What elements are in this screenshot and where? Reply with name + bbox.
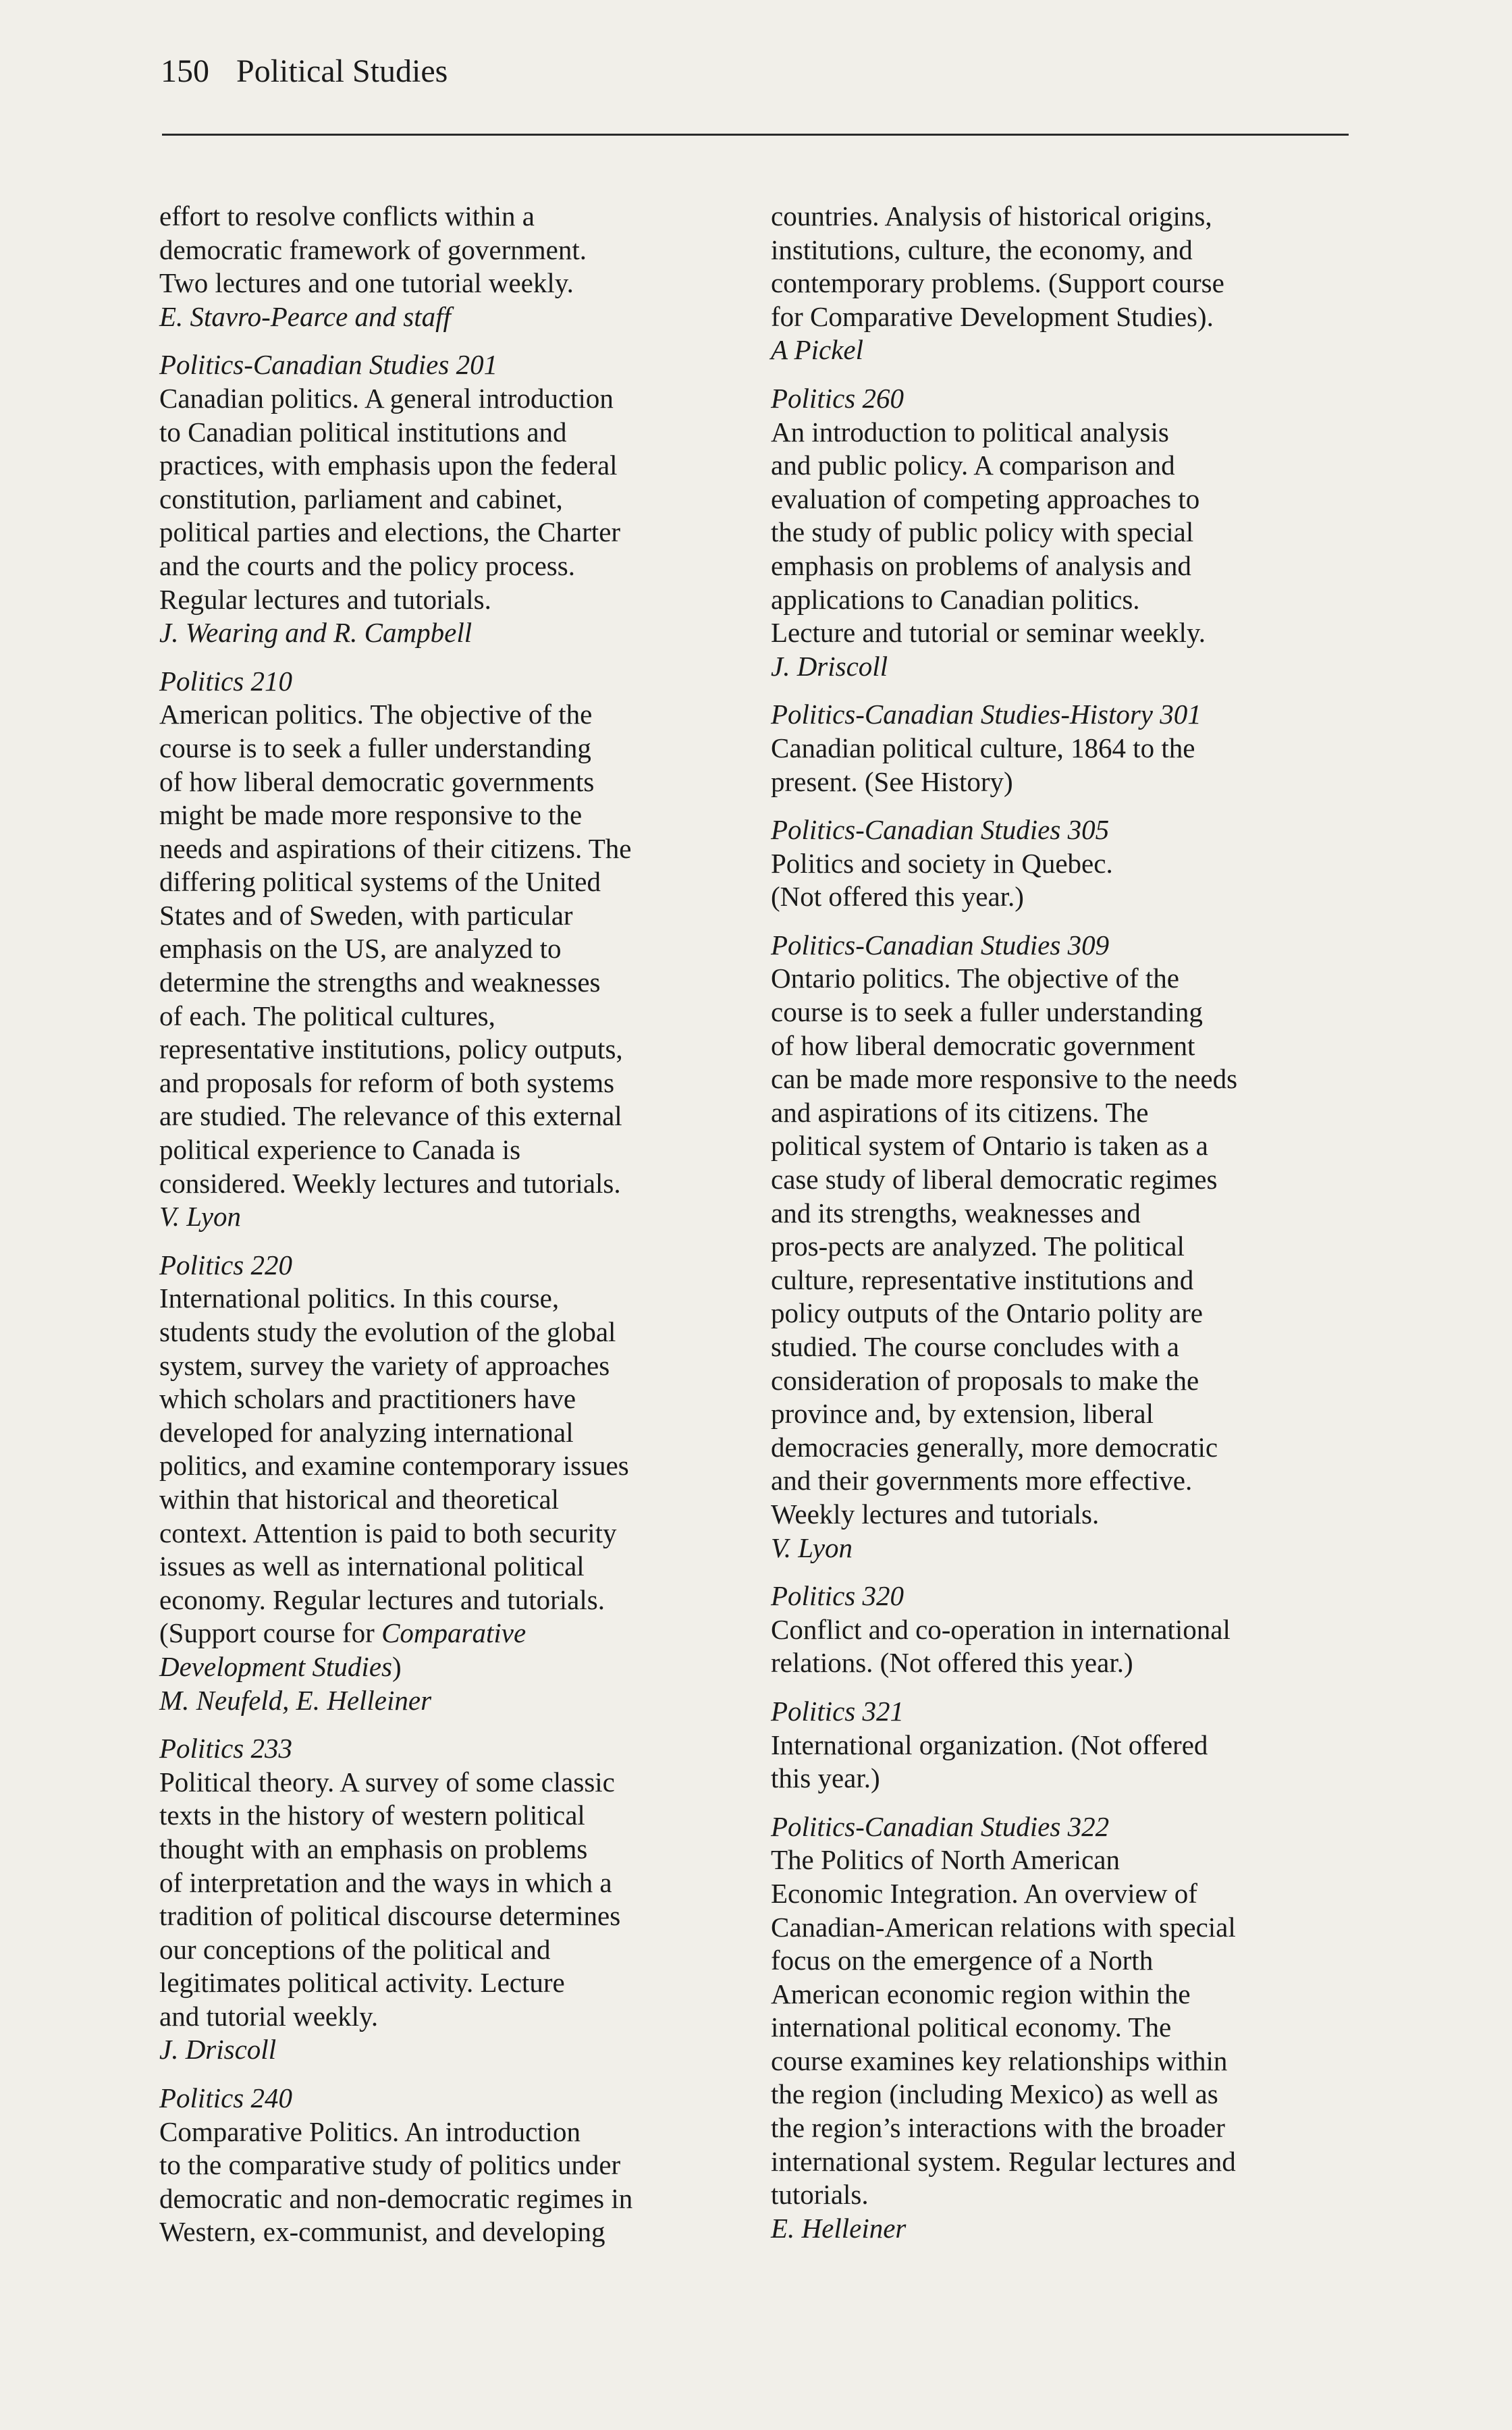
course-entry xyxy=(771,1695,1358,1796)
course-description: Conflict and co-operation in international relations. (Not offered this year.) xyxy=(771,1613,1231,1679)
course-description: Canadian political culture, 1864 to the present. (See History) xyxy=(771,732,1195,797)
continued-instructor: A Pickel xyxy=(771,334,863,366)
course-entry xyxy=(771,698,1358,799)
course-title: Politics 240 xyxy=(159,2082,293,2114)
course-instructor: M. Neufeld, E. Helleiner xyxy=(159,1684,432,1716)
course-description-italic: Comparative Development Studies xyxy=(159,1617,526,1682)
course-description: Political theory. A survey of some classic texts in the history of western political thought with an emphasis on problems of interpretation and the ways in which a tradition of political discourse determines our conceptions of the political and legitimates political activity. Lecture and tutorial weekly. xyxy=(159,1766,621,2032)
course-entry xyxy=(159,665,747,1234)
course-description: Ontario politics. The objective of the course is to seek a fuller understanding of how liberal democratic government can be made more responsive to the needs and aspirations of its citizens. The political system of Ontario is taken as a case study of liberal democratic regimes and its strengths, weaknesses and pros-pects are analyzed. The political culture, representative institutions and policy outputs of the Ontario polity are studied. The course concludes with a consideration of proposals to make the province and, by extension, liberal democracies generally, more democratic and their governments more effective. Weekly lectures and tutorials. xyxy=(771,963,1238,1530)
course-entry xyxy=(771,813,1358,914)
course-entry xyxy=(159,2082,747,2249)
course-description: American politics. The objective of the course is to seek a fuller understanding of how liberal democratic governments might be made more responsive to the needs and aspirations of their citizens. The differing political systems of the United States and of Sweden, with particular emphasis on the US, are analyzed to determine the strengths and weaknesses of each. The political cultures, representative institutions, policy outputs, and proposals for reform of both systems are studied. The relevance of this external political experience to Canada is considered. Weekly lectures and tutorials. xyxy=(159,699,632,1199)
course-description-text: International politics. In this course, students study the evolution of the global system, survey the variety of approaches which scholars and practitioners have developed for analyzing international politics, and examine contemporary issues within that historical and theoretical context. Attention is paid to both security issues as well as international political economy. Regular lectures and tutorials. (Support course for xyxy=(159,1282,629,1649)
left-column xyxy=(159,200,747,2249)
course-instructor: J. Driscoll xyxy=(159,2034,277,2066)
course-entry xyxy=(159,348,747,649)
course-description: The Politics of North American Economic Integration. An overview of Canadian-American relations with special focus on the emergence of a North American economic region within the international political economy. The course examines key relationships within the region (including Mexico) as well as the region’s interactions with the broader international system. Regular lectures and tutorials. xyxy=(771,1844,1236,2211)
course-title: Politics-Canadian Studies 305 xyxy=(771,814,1110,846)
course-instructor: E. Helleiner xyxy=(771,2212,907,2244)
course-title: Politics 321 xyxy=(771,1695,905,1727)
course-instructor: J. Driscoll xyxy=(771,650,888,682)
header-rule xyxy=(162,134,1349,136)
course-title: Politics-Canadian Studies 309 xyxy=(771,929,1110,961)
page-header xyxy=(161,50,448,93)
course-entry xyxy=(771,1810,1358,2246)
course-entry xyxy=(771,382,1358,683)
course-title: Politics 220 xyxy=(159,1249,293,1280)
course-description: An introduction to political analysis and public policy. A comparison and evaluation of competing approaches to the study of public policy with special emphasis on problems of analysis and applications to Canadian politics. Lecture and tutorial or seminar weekly. xyxy=(771,416,1206,649)
continued-entry xyxy=(771,200,1358,367)
section-title: Political Studies xyxy=(236,53,448,89)
course-title: Politics 233 xyxy=(159,1733,293,1764)
course-entry xyxy=(159,1732,747,2067)
course-title: Politics 260 xyxy=(771,382,905,414)
course-instructor: J. Wearing and R. Campbell xyxy=(159,617,473,649)
course-description: Canadian politics. A general introduction to Canadian political institutions and practices, with emphasis upon the federal constitution, parliament and cabinet, political parties and elections, the Charter and the courts and the policy process. Regular lectures and tutorials. xyxy=(159,382,621,615)
course-instructor: V. Lyon xyxy=(159,1201,242,1233)
course-title: Politics-Canadian Studies 201 xyxy=(159,349,498,381)
course-title: Politics-Canadian Studies 322 xyxy=(771,1810,1110,1842)
continued-text: countries. Analysis of historical origins, institutions, culture, the economy, and contemporary problems. (Support course for Comparative Development Studies). xyxy=(771,200,1224,332)
course-title: Politics-Canadian Studies-History 301 xyxy=(771,699,1202,730)
page-number: 150 xyxy=(161,53,209,89)
course-entry xyxy=(159,1249,747,1717)
course-title: Politics 210 xyxy=(159,665,293,697)
continued-instructor: E. Stavro-Pearce and staff xyxy=(159,300,451,332)
right-column xyxy=(771,200,1358,2245)
course-entry xyxy=(771,929,1358,1565)
course-entry xyxy=(771,1580,1358,1680)
course-description: International organization. (Not offered this year.) xyxy=(771,1729,1208,1794)
course-instructor: V. Lyon xyxy=(771,1532,853,1563)
course-description: Comparative Politics. An introduction to the comparative study of politics under democratic and non-democratic regimes in Western, ex-communist, and developing xyxy=(159,2115,633,2248)
course-title: Politics 320 xyxy=(771,1580,905,1612)
course-description-end: ) xyxy=(392,1650,402,1682)
continued-text: effort to resolve conflicts within a democratic framework of government. Two lectures and one tutorial weekly. xyxy=(159,200,587,299)
course-description xyxy=(159,1282,747,1683)
course-description: Politics and society in Quebec. (Not offered this year.) xyxy=(771,847,1113,913)
continued-entry xyxy=(159,200,747,333)
